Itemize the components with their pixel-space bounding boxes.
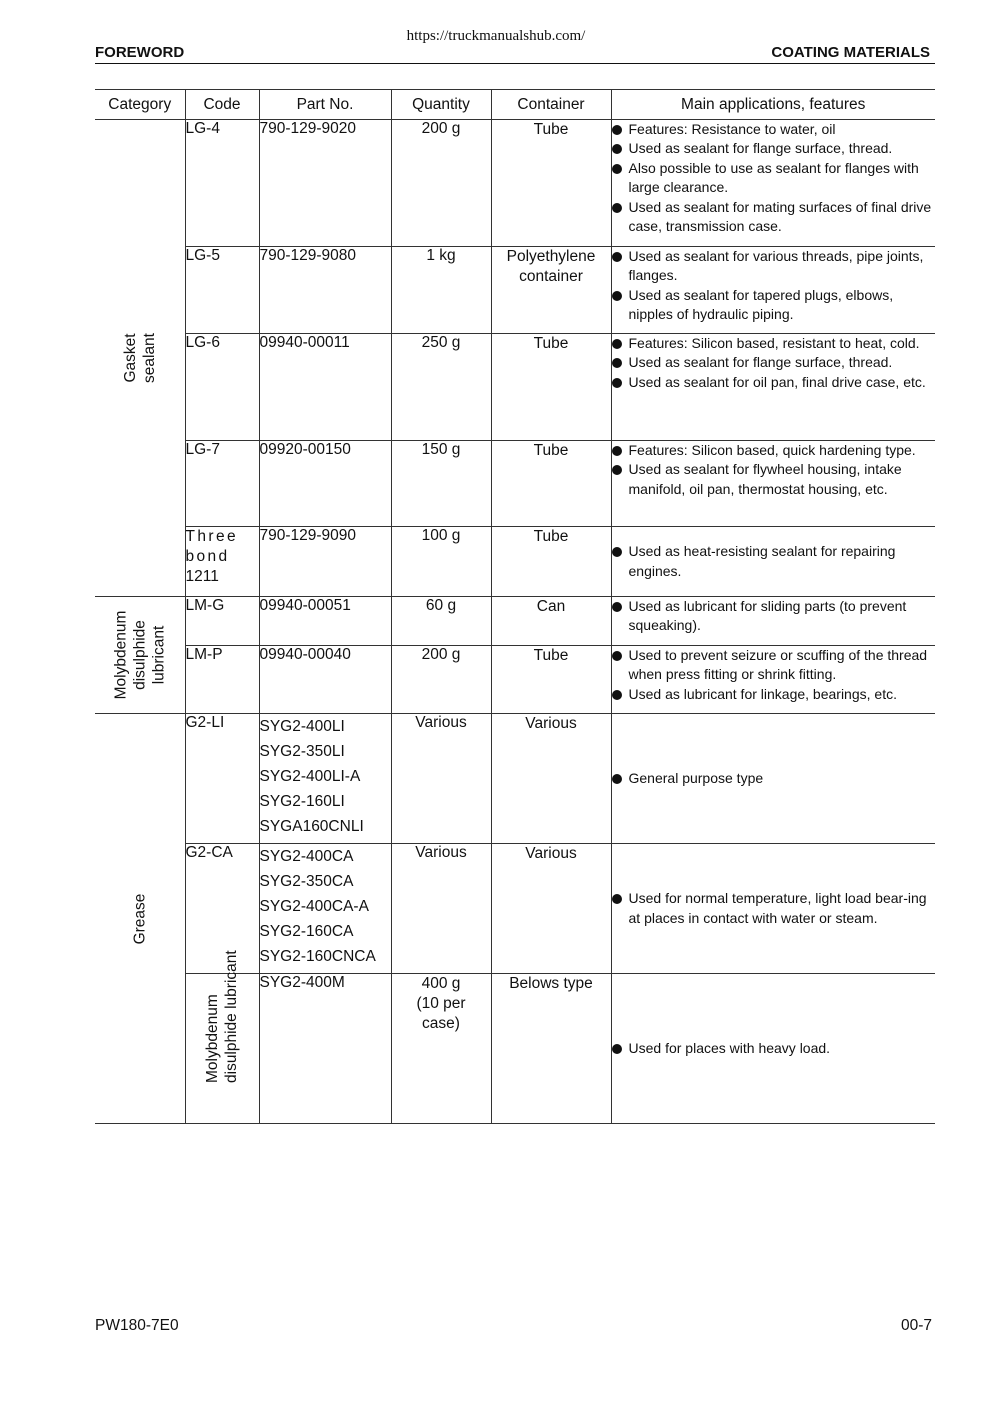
part-no-cell: 790-129-9020 — [259, 120, 391, 247]
container-cell: Belows type — [491, 974, 611, 1124]
bullet-icon — [612, 203, 622, 213]
column-header-category: Category — [95, 90, 185, 120]
coating-materials-table — [95, 89, 935, 1124]
bullet-icon — [612, 358, 622, 368]
bullet-icon — [612, 774, 622, 784]
bullet-icon — [612, 602, 622, 612]
column-header-container: Container — [491, 90, 611, 120]
quantity-cell: 200 g — [391, 120, 491, 247]
application-item: Used to prevent seizure or scuffing of the thread when press fitting or shrink fitting. — [612, 646, 936, 685]
part-no-cell: 790-129-9090 — [259, 527, 391, 597]
quantity-cell: 400 g (10 per case) — [391, 974, 491, 1124]
application-item: Used as sealant for various threads, pipe joints, flanges. — [612, 247, 936, 286]
bullet-icon — [612, 446, 622, 456]
table-row — [95, 441, 935, 527]
bullet-icon — [612, 547, 622, 557]
application-item: Features: Silicon based, quick hardening type. — [612, 441, 936, 460]
table-row — [95, 334, 935, 441]
code-cell: LG-4 — [185, 120, 259, 247]
category-label: Gasket sealant — [121, 333, 158, 383]
column-header-applications: Main applications, features — [611, 90, 935, 120]
quantity-cell: 100 g — [391, 527, 491, 597]
table-row — [95, 120, 935, 247]
category-molybdenum-lubricant — [95, 597, 185, 714]
source-url: https://truckmanualshub.com/ — [406, 28, 586, 44]
applications-cell — [611, 646, 935, 714]
header-chapter-title: COATING MATERIALS — [771, 44, 930, 61]
header-section-title: FOREWORD — [95, 44, 185, 61]
code-cell: G2-LI — [185, 714, 259, 844]
container-cell: Various — [491, 714, 611, 844]
header-rule — [95, 63, 935, 64]
application-item: Used as sealant for flange surface, thread. — [612, 353, 936, 372]
applications-cell — [611, 527, 935, 597]
category-label: Molybdenum disulphide lubricant — [112, 610, 168, 700]
bullet-icon — [612, 894, 622, 904]
column-header-part-no: Part No. — [259, 90, 391, 120]
table-row — [95, 974, 935, 1124]
quantity-cell: 200 g — [391, 646, 491, 714]
applications-cell — [611, 597, 935, 646]
applications-cell — [611, 974, 935, 1124]
container-cell: Tube — [491, 527, 611, 597]
applications-cell — [611, 714, 935, 844]
application-item: Used as lubricant for sliding parts (to prevent squeaking). — [612, 597, 936, 636]
container-cell: Tube — [491, 334, 611, 441]
table-header-row — [95, 90, 935, 120]
part-no-cell: SYG2-400M — [259, 974, 391, 1124]
part-no-cell: 09940-00051 — [259, 597, 391, 646]
table-row — [95, 646, 935, 714]
category-grease — [95, 714, 185, 1124]
application-item: Features: Resistance to water, oil — [612, 120, 936, 139]
application-item: Used as heat-resisting sealant for repairing engines. — [612, 542, 936, 581]
part-no-cell: 09940-00011 — [259, 334, 391, 441]
footer-model-code: PW180-7E0 — [95, 1317, 179, 1334]
applications-cell — [611, 120, 935, 247]
part-no-cell: SYG2-400LI SYG2-350LI SYG2-400LI-A SYG2-160LI SYGA160CNLI — [259, 714, 391, 844]
applications-cell — [611, 247, 935, 334]
code-cell: LG-6 — [185, 334, 259, 441]
code-cell: G2-CA — [185, 844, 259, 974]
code-cell: LM-P — [185, 646, 259, 714]
part-no-cell: 790-129-9080 — [259, 247, 391, 334]
container-cell: Tube — [491, 646, 611, 714]
application-item: Used for normal temperature, light load bear-ing at places in contact with water or steam. — [612, 889, 936, 928]
application-item: Used as sealant for flange surface, thread. — [612, 139, 936, 158]
table-row — [95, 714, 935, 844]
application-item: Used as sealant for mating surfaces of final drive case, transmission case. — [612, 198, 936, 237]
quantity-cell: 60 g — [391, 597, 491, 646]
footer-page-number: 00-7 — [900, 1317, 932, 1334]
bullet-icon — [612, 378, 622, 388]
bullet-icon — [612, 252, 622, 262]
bullet-icon — [612, 125, 622, 135]
application-item: General purpose type — [612, 769, 936, 788]
container-cell: Tube — [491, 441, 611, 527]
container-cell: Various — [491, 844, 611, 974]
bullet-icon — [612, 465, 622, 475]
bullet-icon — [612, 164, 622, 174]
table-row — [95, 527, 935, 597]
quantity-cell: Various — [391, 714, 491, 844]
part-no-cell: 09940-00040 — [259, 646, 391, 714]
code-cell: LG-7 — [185, 441, 259, 527]
bullet-icon — [612, 339, 622, 349]
column-header-code: Code — [185, 90, 259, 120]
applications-cell — [611, 844, 935, 974]
table-row — [95, 597, 935, 646]
application-item: Used as sealant for flywheel housing, intake manifold, oil pan, thermostat housing, etc. — [612, 460, 936, 499]
application-item: Used as lubricant for linkage, bearings, etc. — [612, 685, 936, 704]
quantity-cell: 250 g — [391, 334, 491, 441]
applications-cell — [611, 441, 935, 527]
container-cell: Polyethylene container — [491, 247, 611, 334]
quantity-cell: 1 kg — [391, 247, 491, 334]
application-item: Used as sealant for tapered plugs, elbows, nipples of hydraulic piping. — [612, 286, 936, 325]
application-item: Also possible to use as sealant for flanges with large clearance. — [612, 159, 936, 198]
application-item: Used as sealant for oil pan, final drive case, etc. — [612, 373, 936, 392]
code-cell: Three bond 1211 — [185, 527, 259, 597]
quantity-cell: Various — [391, 844, 491, 974]
part-no-cell: SYG2-400CA SYG2-350CA SYG2-400CA-A SYG2-160CA SYG2-160CNCA — [259, 844, 391, 974]
quantity-cell: 150 g — [391, 441, 491, 527]
applications-cell — [611, 334, 935, 441]
bullet-icon — [612, 651, 622, 661]
code-cell: LM-G — [185, 597, 259, 646]
bullet-icon — [612, 1044, 622, 1054]
table-row — [95, 247, 935, 334]
bullet-icon — [612, 144, 622, 154]
bullet-icon — [612, 291, 622, 301]
category-gasket-sealant — [95, 120, 185, 597]
bullet-icon — [612, 690, 622, 700]
code-cell: LG-5 — [185, 247, 259, 334]
container-cell: Tube — [491, 120, 611, 247]
part-no-cell: 09920-00150 — [259, 441, 391, 527]
column-header-quantity: Quantity — [391, 90, 491, 120]
rotated-code-label: Molybdenum disulphide lubricant — [204, 950, 240, 1083]
category-label: Grease — [131, 893, 149, 944]
container-cell: Can — [491, 597, 611, 646]
application-item: Used for places with heavy load. — [612, 1039, 936, 1058]
application-item: Features: Silicon based, resistant to heat, cold. — [612, 334, 936, 353]
code-cell-rotated — [185, 950, 259, 1124]
